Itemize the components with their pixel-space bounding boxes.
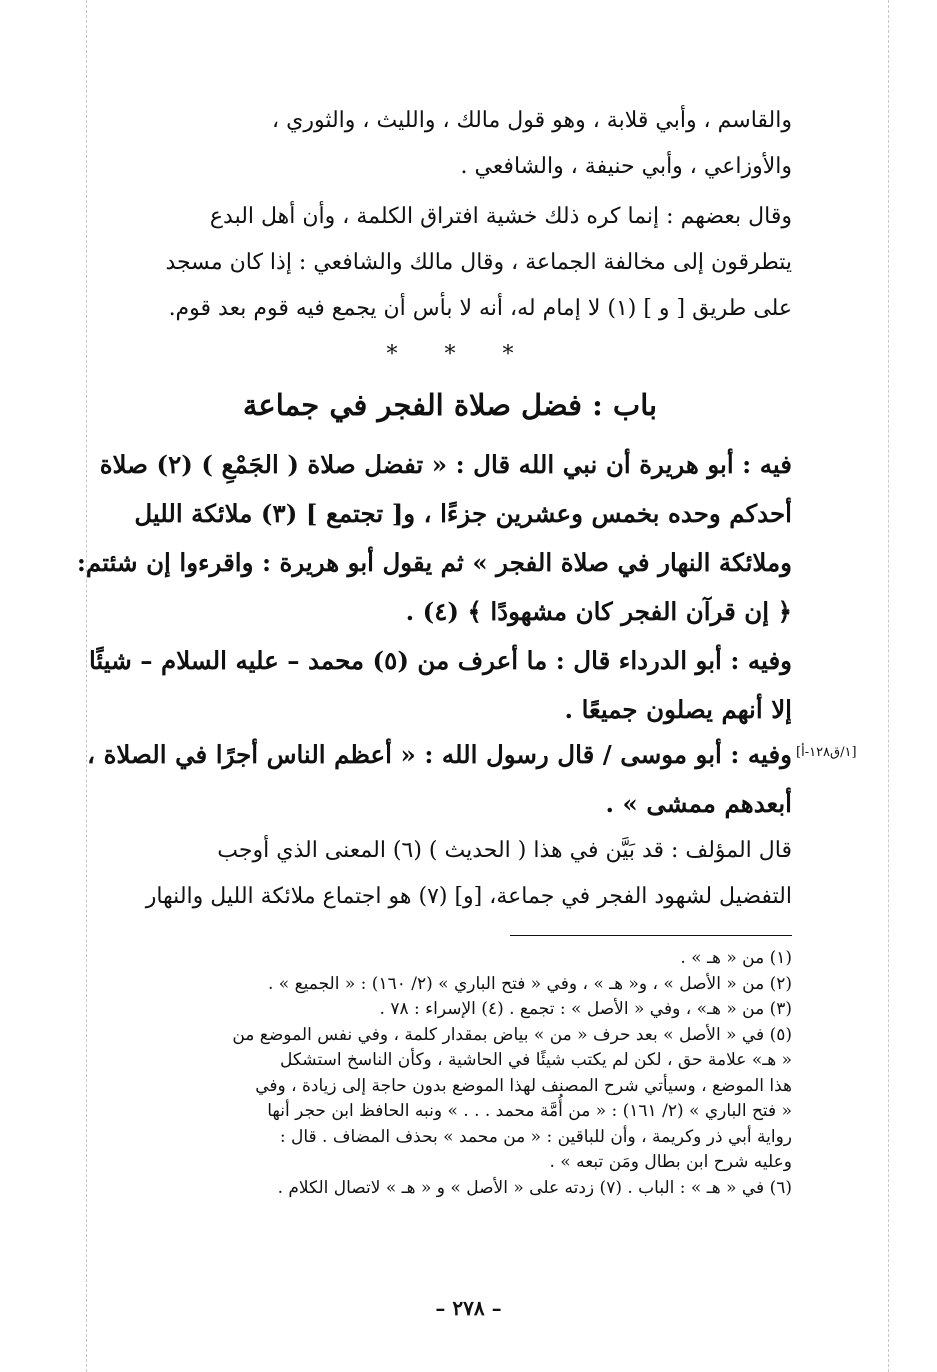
manuscript-folio-reference: [١/ق١٢٨-أ] <box>796 745 857 760</box>
text-line: أحدكم وحده بخمس وعشرين جزءًا ، و[ تجتمع ] (٣) ملائكة الليل <box>134 499 792 528</box>
paragraph-1 <box>108 98 792 190</box>
footnote-line: وعليه شرح ابن بطال ومَن تبعه » . <box>549 1152 792 1172</box>
page-number: – ٢٧٨ – <box>435 1296 502 1320</box>
paragraph-2 <box>108 194 792 332</box>
text-line: وفيه : أبو موسى / قال رسول الله : « أعظم الناس أجرًا في الصلاة ، <box>87 740 792 769</box>
text-line: أبعدهم ممشى » . <box>605 789 792 818</box>
text-line: على طريق [ و ] (١) لا إمام له، أنه لا بأس أن يجمع فيه قوم بعد قوم. <box>168 296 792 321</box>
footnote-line: (٣) من « هـ» ، وفي « الأصل » : تجمع . (٤) الإسراء : ٧٨ . <box>379 999 792 1019</box>
footnote-separator <box>510 935 792 936</box>
footnote-line: (٥) في « الأصل » بعد حرف « من » بياض بمقدار كلمة ، وفي نفس الموضع من <box>232 1024 792 1045</box>
text-line: إلا أنهم يصلون جميعًا . <box>564 695 792 724</box>
footnote-line: رواية أبي ذر وكريمة ، وأن للباقين : « من محمد » بحذف المضاف . قال : <box>279 1126 792 1147</box>
text-line: وقال بعضهم : إنما كره ذلك خشية افتراق الكلمة ، وأن أهل البدع <box>209 204 792 229</box>
text-line: والأوزاعي ، وأبي حنيفة ، والشافعي . <box>460 154 792 179</box>
paragraph-3-hadith <box>76 440 792 636</box>
footnote-line: « فتح الباري » (٢/ ١٦١) : « من أُمَّة محمد . . . » ونبه الحافظ ابن حجر أنها <box>267 1101 792 1121</box>
paragraph-5-hadith <box>87 730 792 828</box>
footnote-line: « هـ» علامة حق ، لكن لم يكتب شيئًا في الحاشية ، وكأن الناسخ استشكل <box>280 1050 792 1070</box>
footnote-line: (١) من « هـ » . <box>680 948 792 968</box>
right-margin-guide <box>888 0 889 1372</box>
text-line: يتطرقون إلى مخالفة الجماعة ، وقال مالك والشافعي : إذا كان مسجد <box>165 250 792 275</box>
footnotes <box>108 946 792 1201</box>
footnote-line: (٢) من « الأصل » ، و« هـ » ، وفي « فتح الباري » (٢/ ١٦٠) : « الجميع » . <box>267 973 792 994</box>
paragraph-4-hadith <box>88 636 792 734</box>
chapter-heading: باب : فضل صلاة الفجر في جماعة <box>242 388 658 422</box>
text-line: وفيه : أبو الدرداء قال : ما أعرف من (٥) محمد – عليه السلام – شيئًا <box>88 646 792 675</box>
paragraph-6 <box>108 828 792 920</box>
section-separator-stars: * * * <box>386 342 514 367</box>
text-line: فيه : أبو هريرة أن نبي الله قال : « تفضل صلاة ( الجَمْعِ ) (٢) صلاة <box>99 450 792 479</box>
footnote-line: هذا الموضع ، وسيأتي شرح المصنف لهذا الموضع بدون حاجة إلى زيادة ، وفي <box>255 1075 792 1096</box>
footnote-line: (٦) في « هـ » : الباب . (٧) زدته على « الأصل » و « هـ » لاتصال الكلام . <box>277 1177 792 1198</box>
left-margin-guide <box>86 0 87 1372</box>
text-line: قال المؤلف : قد بَيَّن في هذا ( الحديث ) (٦) المعنى الذي أوجب <box>217 838 792 863</box>
text-line: والقاسم ، وأبي قلابة ، وهو قول مالك ، والليث ، والثوري ، <box>272 108 792 133</box>
text-line: التفضيل لشهود الفجر في جماعة، [و] (٧) هو اجتماع ملائكة الليل والنهار <box>145 884 792 909</box>
text-line: وملائكة النهار في صلاة الفجر » ثم يقول أبو هريرة : واقرءوا إن شئتم: <box>76 548 792 577</box>
text-line: ﴿ إن قرآن الفجر كان مشهودًا ﴾ (٤) . <box>405 597 792 626</box>
